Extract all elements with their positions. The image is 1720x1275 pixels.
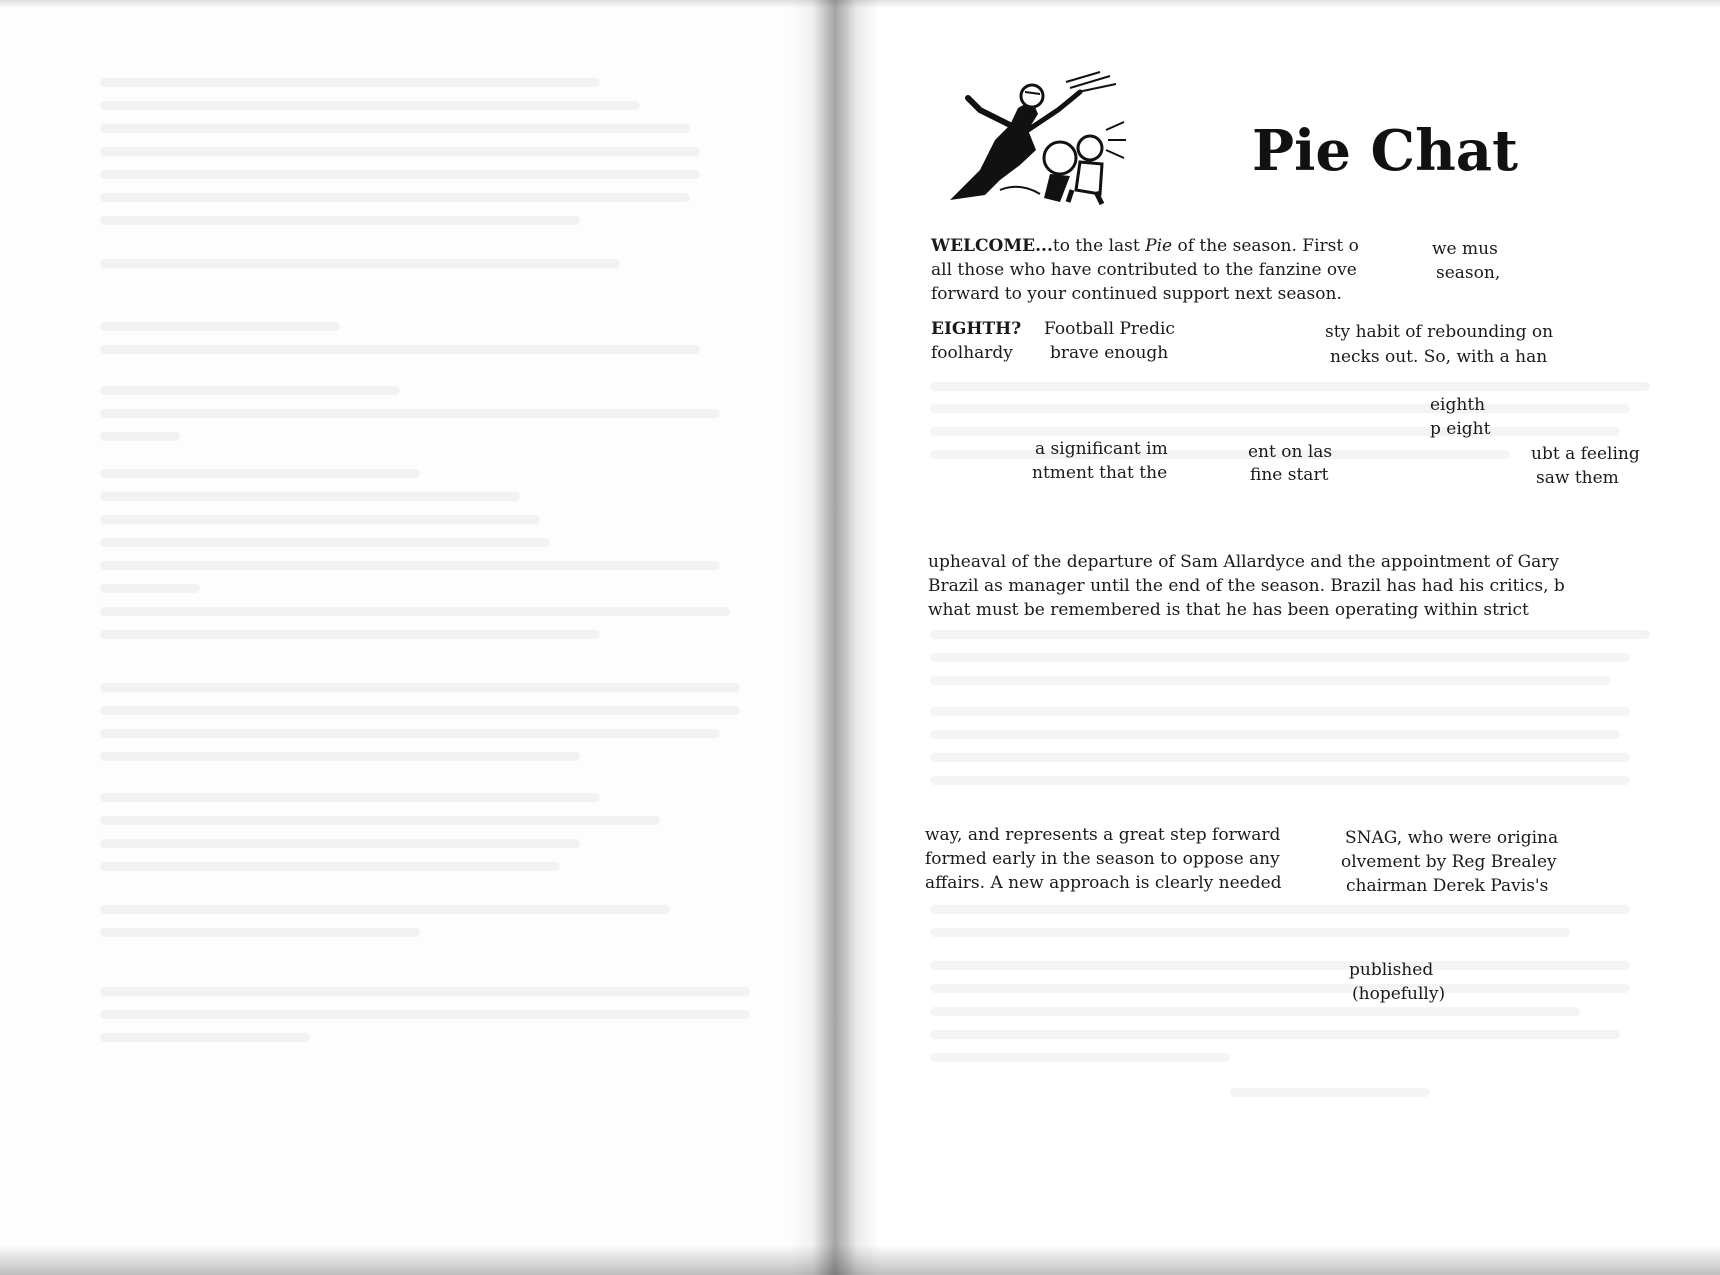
top-edge-shadow: [0, 0, 1720, 8]
snag-line-2: formed early in the season to oppose any: [925, 849, 1280, 869]
pie-italic: Pie: [1145, 236, 1173, 256]
welcome-line-3: forward to your continued support next season.: [931, 284, 1342, 304]
eighth-fragment: saw them: [1536, 468, 1619, 488]
eighth-lead: EIGHTH?: [931, 319, 1022, 339]
eighth-fragment: p eight: [1430, 419, 1491, 439]
snag-fragment: olvement by Reg Brealey: [1341, 852, 1557, 872]
faded-right-page-text-3: [930, 905, 1690, 1111]
upheaval-line-1: upheaval of the departure of Sam Allardyce and the appointment of Gary: [928, 552, 1560, 572]
hopefully-fragment: (hopefully): [1352, 984, 1446, 1004]
faded-bleed-through-text: [100, 78, 760, 1056]
welcome-fragment: we mus: [1432, 239, 1498, 259]
welcome-text: of the season. First o: [1172, 236, 1359, 256]
cartoon-illustration: [940, 70, 1130, 210]
bottom-edge-shadow: [0, 1245, 1720, 1275]
eighth-fragment: necks out. So, with a han: [1330, 347, 1548, 367]
welcome-lead: WELCOME...: [931, 236, 1053, 256]
snag-fragment: chairman Derek Pavis's: [1346, 876, 1549, 896]
eighth-fragment: ent on las: [1248, 442, 1333, 462]
eighth-fragment: brave enough: [1050, 343, 1169, 363]
upheaval-line-3: what must be remembered is that he has been operating within strict: [928, 600, 1529, 620]
eighth-line-1: [931, 317, 1021, 341]
eighth-fragment: ubt a feeling: [1531, 444, 1640, 464]
book-spine-shadow: [790, 0, 880, 1275]
page-title: Pie Chat: [1252, 118, 1518, 184]
snag-line-1: way, and represents a great step forward: [925, 825, 1281, 845]
eighth-fragment: Football Predic: [1044, 319, 1175, 339]
snag-fragment: SNAG, who were origina: [1345, 828, 1559, 848]
eighth-fragment: fine start: [1250, 465, 1329, 485]
welcome-text: to the last: [1052, 236, 1146, 256]
left-page: [0, 0, 850, 1275]
eighth-fragment: a significant im: [1035, 439, 1168, 459]
upheaval-line-2: Brazil as manager until the end of the season. Brazil has had his critics, b: [928, 576, 1565, 596]
eighth-fragment: ntment that the: [1032, 463, 1168, 483]
eighth-fragment: sty habit of rebounding on: [1325, 322, 1554, 342]
welcome-line-2: all those who have contributed to the fanzine ove: [931, 260, 1357, 280]
eighth-fragment: eighth: [1430, 395, 1486, 415]
welcome-line-1: [931, 234, 1359, 258]
published-fragment: published: [1349, 960, 1434, 980]
faded-right-page-text-2: [930, 630, 1690, 799]
welcome-fragment: season,: [1436, 263, 1501, 283]
snag-line-3: affairs. A new approach is clearly needed: [925, 873, 1282, 893]
eighth-fragment: foolhardy: [931, 343, 1013, 363]
